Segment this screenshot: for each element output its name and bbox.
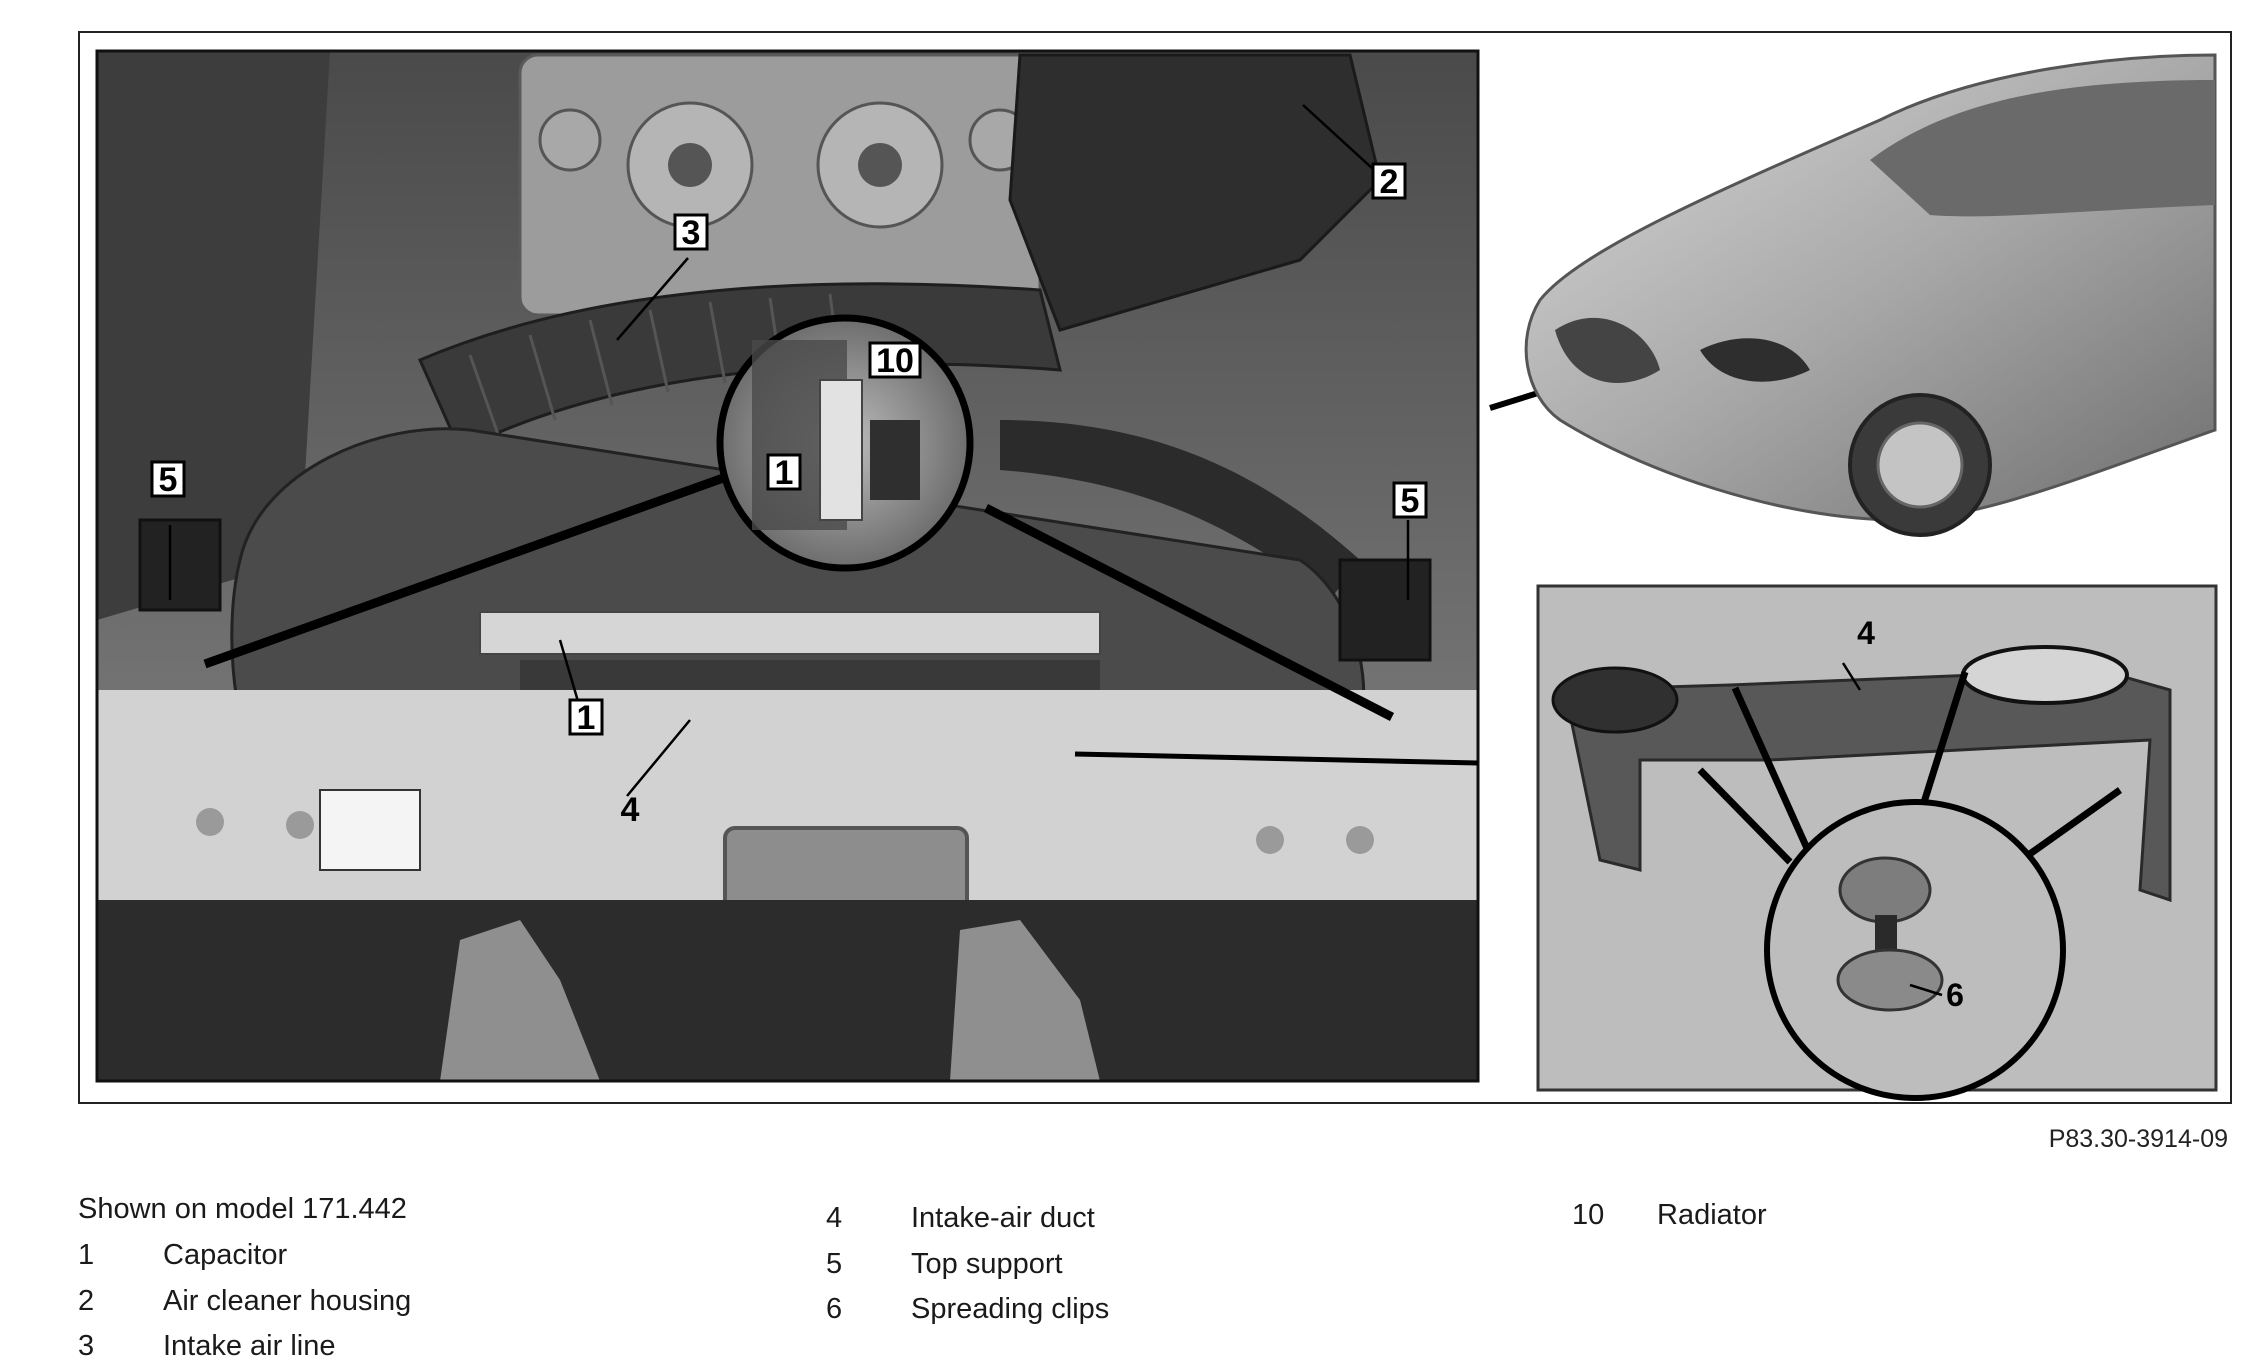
legend-label: Air cleaner housing	[163, 1285, 412, 1317]
info-label-sticker	[320, 790, 420, 870]
callout-4-inset-text: 4	[1857, 615, 1875, 651]
top-support-right-shape	[1340, 560, 1430, 660]
callout-6	[1946, 977, 1964, 1013]
legend-number: 2	[78, 1285, 95, 1317]
callout-1-main-text: 1	[576, 699, 596, 737]
top-support-left-shape	[140, 520, 220, 610]
callout-2	[1373, 163, 1405, 201]
callout-5-left	[152, 461, 184, 499]
legend-number: 1	[78, 1239, 95, 1271]
legend-caption: Shown on model 171.442	[78, 1193, 407, 1225]
legend-number: 3	[78, 1330, 95, 1362]
spreading-clip-zoom-circle	[1767, 802, 2063, 1098]
capacitor-strip	[480, 612, 1100, 654]
legend-label: Radiator	[1657, 1199, 1767, 1231]
callout-10-text: 10	[876, 342, 914, 380]
callout-1-main	[570, 699, 602, 737]
callout-5-right-text: 5	[1400, 482, 1420, 520]
callout-4-main-text: 4	[620, 791, 640, 829]
callout-6-text: 6	[1946, 977, 1964, 1013]
callout-4-main	[621, 791, 640, 829]
engine-cylinder-head	[520, 55, 1040, 315]
callout-5-right	[1394, 482, 1426, 520]
legend-label: Intake-air duct	[911, 1202, 1095, 1234]
legend-label: Spreading clips	[911, 1293, 1110, 1325]
legend-label: Top support	[911, 1248, 1063, 1280]
callout-2-text: 2	[1379, 163, 1399, 201]
legend-label: Capacitor	[163, 1239, 288, 1271]
legend-number: 6	[826, 1293, 843, 1325]
callout-1-zoom-text: 1	[774, 454, 794, 492]
vehicle-overview-inset	[1490, 55, 2215, 535]
legend-number: 10	[1572, 1199, 1605, 1231]
legend-number: 5	[826, 1248, 843, 1280]
spreading-clip-head	[1840, 858, 1930, 922]
callout-1-zoom	[768, 454, 800, 492]
lower-crossmember	[97, 900, 1478, 1081]
callout-10	[870, 342, 920, 380]
legend-label: Intake air line	[163, 1330, 336, 1362]
engine-bay-photo	[97, 51, 1478, 1081]
legend-number: 4	[826, 1202, 843, 1234]
figure-code: P83.30-3914-09	[2048, 1125, 2228, 1153]
spreading-clip-base	[1838, 950, 1942, 1010]
callout-3-text: 3	[681, 214, 701, 252]
callout-3	[675, 214, 707, 252]
callout-5-left-text: 5	[158, 461, 178, 499]
callout-4-inset	[1857, 615, 1875, 651]
